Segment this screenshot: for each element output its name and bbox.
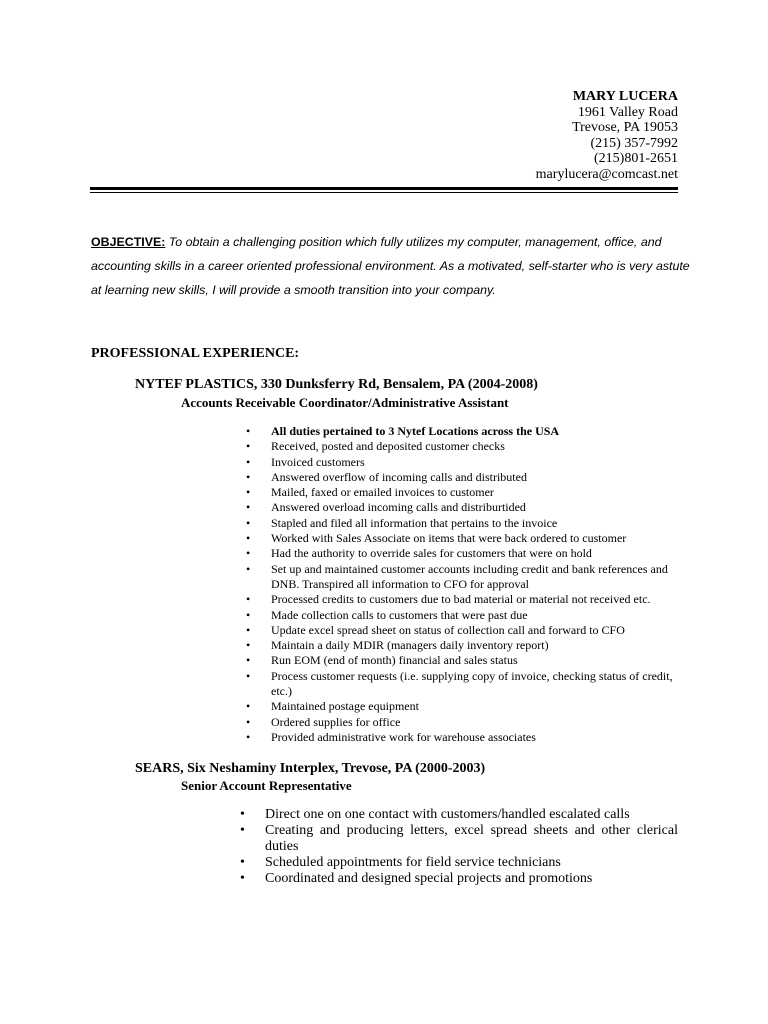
bullet-icon: • bbox=[246, 424, 251, 438]
duty-item bbox=[246, 455, 686, 470]
phone-secondary: (215)801-2651 bbox=[594, 151, 678, 166]
bullet-icon: • bbox=[246, 500, 251, 515]
duty-item bbox=[246, 485, 686, 500]
duty-text: Creating and producing letters, excel spread sheets and other clerical duties bbox=[265, 823, 678, 854]
duty-item bbox=[246, 715, 686, 730]
duty-text: Mailed, faxed or emailed invoices to customer bbox=[271, 485, 494, 500]
street-address: 1961 Valley Road bbox=[577, 104, 678, 120]
bullet-icon: • bbox=[246, 668, 251, 683]
bullet-icon: • bbox=[246, 653, 251, 668]
bullet-icon: • bbox=[240, 871, 245, 886]
duty-text: Worked with Sales Associate on items that were back ordered to customer bbox=[271, 531, 627, 546]
bullet-icon: • bbox=[246, 729, 251, 744]
bullet-icon: • bbox=[240, 855, 245, 870]
duty-item bbox=[246, 592, 686, 607]
duty-text: Maintain a daily MDIR (managers daily inventory report) bbox=[271, 638, 549, 653]
bullet-icon: • bbox=[240, 823, 245, 838]
duty-item bbox=[246, 516, 686, 531]
bullet-icon: • bbox=[246, 546, 251, 561]
duty-text: Made collection calls to customers that were past due bbox=[271, 607, 528, 622]
bullet-icon: • bbox=[246, 699, 251, 714]
city-state-zip: Trevose, PA 19053 bbox=[572, 120, 678, 135]
duty-item bbox=[240, 871, 678, 887]
bullet-icon: • bbox=[246, 515, 251, 530]
duty-item bbox=[240, 807, 678, 823]
duty-item bbox=[246, 608, 686, 623]
duty-item bbox=[246, 439, 686, 454]
duty-item bbox=[246, 669, 686, 700]
duty-text: Answered overload incoming calls and distriburtided bbox=[271, 500, 526, 515]
duty-item bbox=[246, 500, 686, 515]
duty-text: Scheduled appointments for field service technicians bbox=[265, 855, 561, 870]
duty-item bbox=[246, 562, 686, 593]
duty-text: Direct one on one contact with customers/handled escalated calls bbox=[265, 807, 630, 822]
objective-text: To obtain a challenging position which fully utilizes my computer, management, office, and accounting skills in a career oriented professional environment. As a motivated, self-starter who is very astute at learning new skills, I will provide a smooth transition into your company. bbox=[91, 235, 690, 297]
job-1-duties-list bbox=[246, 424, 686, 745]
duty-item bbox=[240, 823, 678, 855]
duty-text: Stapled and filed all information that pertains to the invoice bbox=[271, 515, 558, 530]
job-2-role: Senior Account Representative bbox=[181, 778, 352, 793]
bullet-icon: • bbox=[246, 607, 251, 622]
bullet-icon: • bbox=[246, 439, 251, 454]
duty-text: Answered overflow of incoming calls and distributed bbox=[271, 469, 527, 484]
bullet-icon: • bbox=[246, 638, 251, 653]
duty-text: Maintained postage equipment bbox=[271, 699, 419, 714]
bullet-icon: • bbox=[246, 714, 251, 729]
bullet-icon: • bbox=[246, 561, 251, 576]
duty-item bbox=[240, 855, 678, 871]
job-2-duties-list bbox=[240, 807, 678, 887]
duty-text: Ordered supplies for office bbox=[271, 714, 401, 729]
header-rule-thick bbox=[90, 187, 678, 190]
duty-text: Process customer requests (i.e. supplying copy of invoice, checking status of credit, etc.) bbox=[271, 668, 673, 699]
duty-item bbox=[246, 653, 686, 668]
contact-block bbox=[536, 89, 678, 182]
duty-item bbox=[246, 424, 686, 439]
job-1-company: NYTEF PLASTICS, 330 Dunksferry Rd, Bensalem, PA (2004-2008) bbox=[135, 377, 538, 392]
job-1-role: Accounts Receivable Coordinator/Administrative Assistant bbox=[181, 395, 509, 410]
duty-text: Coordinated and designed special projects and promotions bbox=[265, 871, 593, 886]
duty-text: All duties pertained to 3 Nytef Locations across the USA bbox=[271, 424, 560, 438]
duty-text: Had the authority to override sales for customers that were on hold bbox=[271, 546, 592, 561]
duty-item bbox=[246, 638, 686, 653]
duty-item bbox=[246, 730, 686, 745]
duty-item bbox=[246, 531, 686, 546]
bullet-icon: • bbox=[246, 592, 251, 607]
candidate-name: MARY LUCERA bbox=[572, 89, 678, 104]
duty-item bbox=[246, 546, 686, 561]
bullet-icon: • bbox=[246, 622, 251, 637]
duty-text: Provided administrative work for warehouse associates bbox=[271, 729, 536, 744]
section-title-experience: PROFESSIONAL EXPERIENCE: bbox=[91, 346, 300, 361]
objective-label: OBJECTIVE: bbox=[91, 235, 166, 249]
duty-item bbox=[246, 470, 686, 485]
duty-text: Invoiced customers bbox=[271, 454, 365, 469]
duty-item bbox=[246, 699, 686, 714]
bullet-icon: • bbox=[246, 531, 251, 546]
duty-text: Run EOM (end of month) financial and sales status bbox=[271, 653, 518, 668]
bullet-icon: • bbox=[246, 454, 251, 469]
bullet-icon: • bbox=[246, 469, 251, 484]
duty-text: Received, posted and deposited customer checks bbox=[271, 439, 505, 454]
duty-text: Set up and maintained customer accounts including credit and bank references and DNB. Transpired all information to CFO for approval bbox=[271, 561, 668, 591]
objective-paragraph bbox=[91, 230, 691, 302]
phone-primary: (215) 357-7992 bbox=[590, 135, 678, 151]
header-rule-thin bbox=[90, 192, 678, 193]
duty-text: Processed credits to customers due to bad material or material not received etc. bbox=[271, 592, 651, 607]
job-2-company: SEARS, Six Neshaminy Interplex, Trevose, PA (2000-2003) bbox=[135, 761, 486, 776]
bullet-icon: • bbox=[240, 807, 245, 822]
email-address: marylucera@comcast.net bbox=[535, 166, 678, 182]
duty-text: Update excel spread sheet on status of collection call and forward to CFO bbox=[271, 622, 625, 637]
bullet-icon: • bbox=[246, 485, 251, 500]
duty-item bbox=[246, 623, 686, 638]
